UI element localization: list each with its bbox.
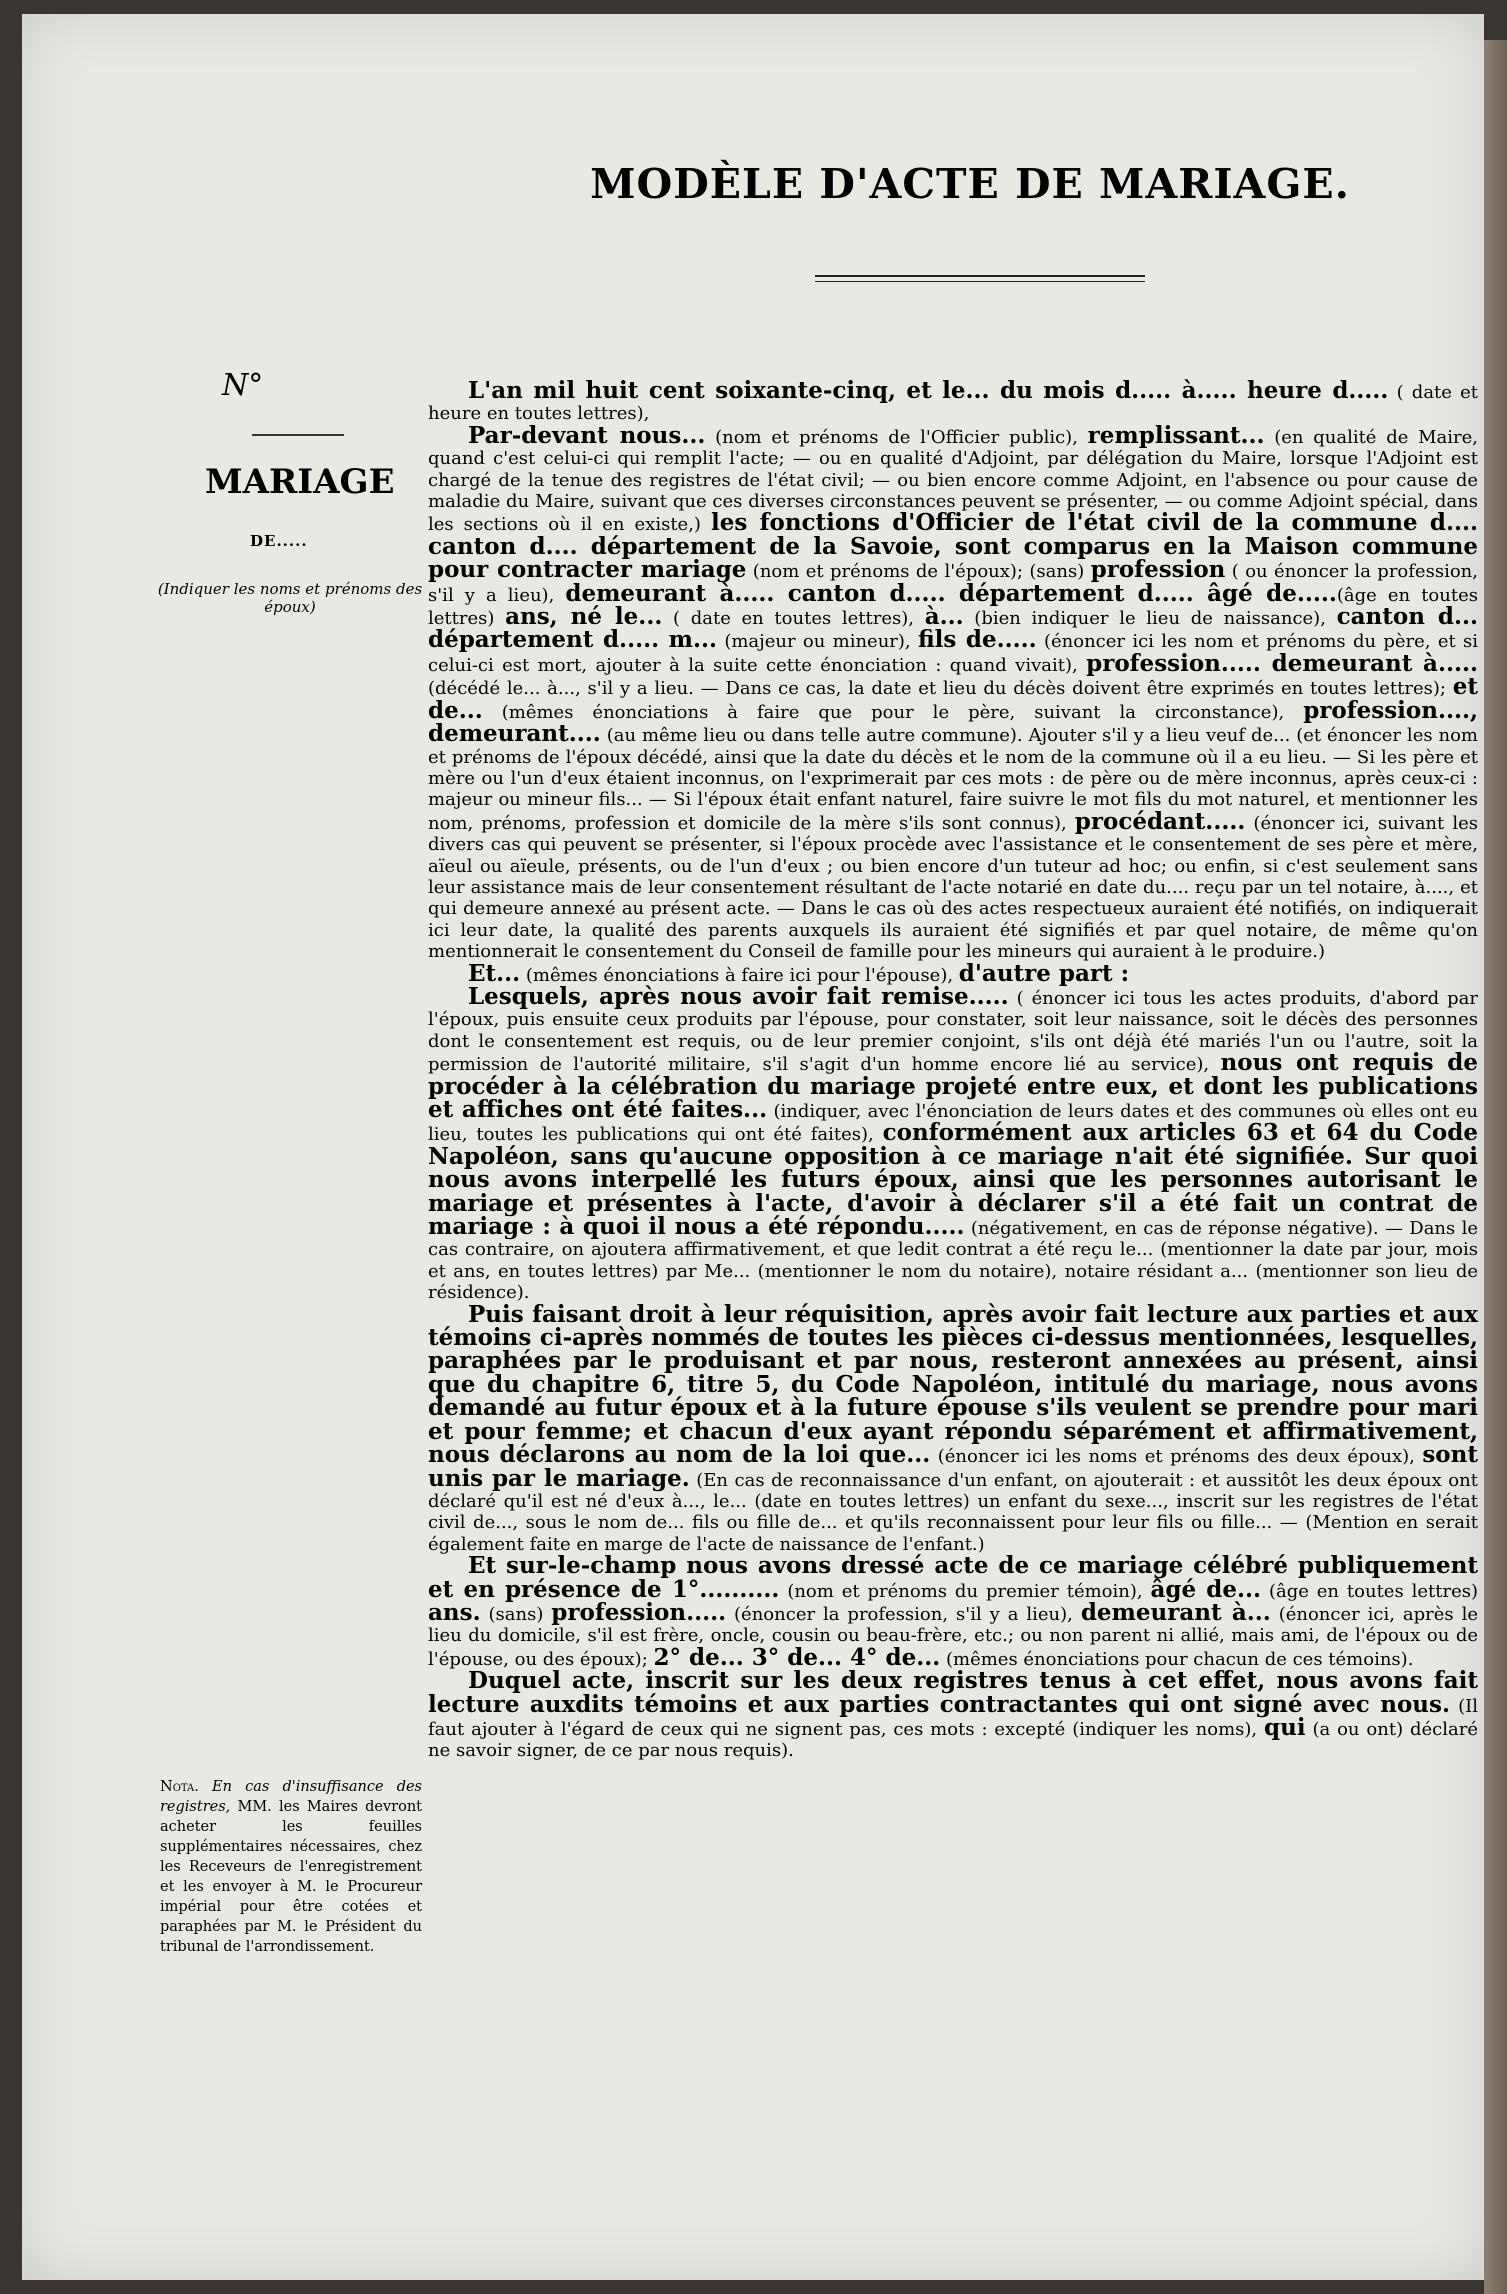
p2-text-4: ( ou énoncer la profession, s'il y a lieu), xyxy=(428,561,1478,606)
p7-text-2: (a ou ont) déclaré ne savoir signer, de ce par nous requis). xyxy=(428,1718,1478,1762)
p6-text-3: (sans) xyxy=(480,1603,552,1625)
p7-bold-2: qui xyxy=(1264,1713,1306,1741)
p2-bold-6: ans, né le... xyxy=(505,603,663,631)
p2-bold-3: les fonctions d'Officier de l'état civil de la commune d.... canton d.... département de la Savoie, sont comparus en la Maison commune pour contracter mariage xyxy=(428,509,1478,584)
p5-text-2: (En cas de reconnaissance d'un enfant, on ajouterait : et aussitôt les deux époux ont déclaré qu'il est né d'eux à..., le... (date en toutes lettres) un enfant du sexe..., inscrit sur les registres de l'état civil de..., sous le nom de... fils ou fille de... et qu'ils reconnaissent pour leur fils ou fille... — (Mention en serait également faite en marge de l'acte de naissance de l'enfant.) xyxy=(428,1469,1478,1555)
p6-text-4: (énoncer la profession, s'il y a lieu), xyxy=(726,1603,1081,1625)
p6-text-1: (nom et prénoms du premier témoin), xyxy=(779,1580,1151,1602)
p3-bold-2: d'autre part : xyxy=(958,959,1130,987)
p2-text-11: (mêmes énonciations à faire que pour le père, suivant la circonstance), xyxy=(482,701,1304,723)
book-edge xyxy=(1484,40,1507,2294)
p2-bold-11: et de... xyxy=(428,673,1478,724)
page-title: MODÈLE D'ACTE DE MARIAGE. xyxy=(590,160,1350,208)
margin-heading: MARIAGE xyxy=(205,462,395,502)
p4-text-3: (négativement, en cas de réponse négative). — Dans le cas contraire, on ajoutera affirmativement, et que ledit contrat a été reçu le... (mentionner la date par jour, mois et ans, en toutes lettres) par Me... (mentionner le nom du notaire), notaire résidant a... (mentionner son lieu de résidence). xyxy=(428,1218,1478,1304)
nota-text: MM. les Maires devront acheter les feuilles supplémentaires nécessaires, chez les Receveurs de l'enregistrement et les envoyer à M. le Procureur impérial pour être cotées et paraphées par M. le Président du tribunal de l'arrondissement. xyxy=(160,1799,422,1955)
p2-text-9: (énoncer ici les nom et prénoms du père, et si celui-ci est mort, ajouter à la suite cette énonciation : quand vivait), xyxy=(428,631,1478,676)
nota-label: Nota. xyxy=(160,1779,199,1795)
p3-bold-1: Et... xyxy=(468,959,521,987)
p4-text-1: ( énoncer ici tous les actes produits, d'abord par l'époux, puis ensuite ceux produits par l'épouse, pour constater, soit leur naissance, soit le décès des personnes dont le consentement est requis, ou de leur premier conjoint, s'ils ont déjà été mariés l'un ou l'autre, soit la permission de l'autorité militaire, s'il s'agit d'un homme encore lié au service), xyxy=(428,987,1478,1076)
paragraph-6 xyxy=(428,1552,1478,1671)
p2-bold-12: profession...., demeurant.... xyxy=(428,696,1478,748)
margin-number-label: N° xyxy=(222,368,264,403)
p6-bold-4: profession..... xyxy=(551,1598,727,1626)
p6-text-5: (énoncer ici, après le lieu du domicile, s'il est frère, oncle, cousin ou beau-frère, etc.; ou non parent ni allié, mais ami, de l'époux ou de l'épouse, ou des époux); xyxy=(428,1603,1478,1670)
p4-bold-1: Lesquels, après nous avoir fait remise..... xyxy=(468,982,1009,1010)
paragraph-5 xyxy=(428,1300,1478,1555)
p6-bold-3: ans. xyxy=(428,1598,481,1626)
p5-text-1: (énoncer ici les noms et prénoms des deux époux), xyxy=(930,1446,1423,1468)
p2-text-1: (nom et prénoms de l'Officier public), xyxy=(705,426,1088,448)
paragraph-4 xyxy=(428,982,1478,1304)
paragraph-1 xyxy=(428,377,1478,425)
p2-text-12: (au même lieu ou dans telle autre commune). Ajouter s'il y a lieu veuf de... (et énoncer les nom et prénoms de l'époux décédé, ainsi que la date du décès et le nom de la commune où il a eu lieu. — Si les père et mère ou l'un d'eux étaient inconnus, on l'exprimerait par ces mots : de père ou de mère inconnus, après ceux-ci : majeur ou mineur fils... — Si l'époux était enfant naturel, faire suivre le mot fils du mot naturel, et mentionner les nom, prénoms, profession et domicile de la mère s'ils sont connus), xyxy=(428,725,1478,834)
p5-bold-1: Puis faisant droit à leur réquisition, après avoir fait lecture aux parties et aux témoins ci-après nommés de toutes les pièces ci-dessus mentionnées, lesquelles, paraphées par le produisant et par nous, resteront annexées au présent, ainsi que du chapitre 6, titre 5, du Code Napoléon, intitulé du mariage, nous avons demandé au futur époux et à la future épouse s'ils veulent se prendre pour mari et pour femme; et chacun d'eux ayant répondu séparément et affirmativement, nous déclarons au nom de la loi que... xyxy=(428,1300,1478,1469)
p2-text-8: (majeur ou mineur), xyxy=(717,631,918,653)
p5-bold-2: sont unis par le mariage. xyxy=(428,1441,1478,1492)
p2-bold-8: canton d... département d..... m... xyxy=(428,603,1478,654)
p2-bold-9: fils de..... xyxy=(917,626,1037,654)
act-body xyxy=(428,377,1479,1762)
p6-text-6: (mêmes énonciations pour chacun de ces témoins). xyxy=(940,1648,1414,1670)
p4-bold-2: nous ont requis de procéder à la célébration du mariage projeté entre eux, et dont les publications et affiches ont été faites... xyxy=(428,1049,1478,1123)
p2-text-6: ( date en toutes lettres), xyxy=(662,608,925,630)
p4-bold-3: conformément aux articles 63 et 64 du Code Napoléon, sans qu'aucune opposition à ce mariage n'ait été signifiée. Sur quoi nous avons interpellé les futurs époux, ainsi que les personnes autorisant le mariage et présentes à l'acte, d'avoir à déclarer s'il a été fait un contrat de mariage : à quoi il nous a été répondu..... xyxy=(428,1119,1478,1241)
p6-bold-1: Et sur-le-champ nous avons dressé acte de ce mariage célébré publiquement et en présence de 1°.......... xyxy=(428,1552,1478,1603)
p4-text-2: (indiquer, avec l'énonciation de leurs dates et des communes où elles ont eu lieu, toutes les publications qui ont été faites), xyxy=(428,1101,1478,1146)
margin-instruction: (Indiquer les noms et prénoms des époux) xyxy=(157,580,423,616)
p1-text: ( date et heure en toutes lettres), xyxy=(428,382,1478,425)
p2-text-10: (décédé le... à..., s'il y a lieu. — Dans ce cas, la date et lieu du décès doivent être exprimés en toutes lettres); xyxy=(428,678,1453,700)
p6-bold-5: demeurant à... xyxy=(1080,1598,1271,1626)
p3-text-1: (mêmes énonciations à faire ici pour l'épouse), xyxy=(520,964,959,986)
p2-text-2: (en qualité de Maire, quand c'est celui-ci qui remplit l'acte; — ou en qualité d'Adjoint, par délégation du Maire, lorsque l'Adjoint est chargé de la tenue des registres de l'état civil; — ou bien encore comme Adjoint, en l'absence ou pour cause de maladie du Maire, suivant que ces diverses circonstances peuvent se présenter, — ou comme Adjoint spécial, dans les sections où il en existe,) xyxy=(428,426,1478,536)
p2-text-5: (âge en toutes lettres) xyxy=(428,584,1478,630)
paragraph-2 xyxy=(428,421,1479,963)
p2-bold-5: demeurant à..... canton d..... département d..... âgé de..... xyxy=(565,579,1337,607)
margin-rule xyxy=(252,434,344,436)
p7-bold-1: Duquel acte, inscrit sur les deux registres tenus à cet effet, nous avons fait lecture auxdits témoins et aux parties contractantes qui ont signé avec nous. xyxy=(428,1667,1478,1718)
p2-text-3: (nom et prénoms de l'époux); (sans) xyxy=(746,561,1091,583)
p2-bold-1: Par-devant nous... xyxy=(468,421,706,449)
p2-bold-4: profession xyxy=(1090,556,1226,584)
p2-bold-13: procédant..... xyxy=(1074,807,1246,835)
p1-bold: L'an mil huit cent soixante-cinq, et le... du mois d..... à..... heure d..... xyxy=(468,377,1389,404)
nota-italic: En cas d'insuffisance des registres, xyxy=(160,1779,423,1815)
p2-bold-7: à... xyxy=(924,603,964,631)
p2-text-13: (énoncer ici, suivant les divers cas qui peuvent se présenter, si l'époux procède avec l'assistance et le consentement de ses père et mère, aïeul ou aïeule, présents, ou de l'un d'eux ; ou bien encore d'un tuteur ad hoc; ou enfin, si c'est seulement sans leur assistance mais de leur consentement résultant de l'acte notarié en date du.... reçu par un tel notaire, à...., et qui demeure annexé au présent acte. — Dans le cas où des actes respectueux auraient été notifiés, on indiquerait ici leur date, la qualité des parents auxquels ils auraient été signifiés et par quel notaire, de même qu'on mentionnerait le consentement du Conseil de famille pour les mineurs qui auraient à le produire.) xyxy=(428,812,1478,963)
margin-de: DE..... xyxy=(250,532,308,550)
p6-text-2: (âge en toutes lettres) xyxy=(1261,1580,1478,1602)
p2-text-7: (bien indiquer le lieu de naissance), xyxy=(963,608,1337,630)
p7-text-1: (Il faut ajouter à l'égard de ceux qui ne signent pas, ces mots : excepté (indiquer les noms), xyxy=(428,1695,1478,1740)
p2-bold-2: remplissant... xyxy=(1087,421,1265,449)
p6-bold-6: 2° de... 3° de... 4° de... xyxy=(653,1643,941,1671)
paragraph-7 xyxy=(428,1667,1478,1762)
p2-bold-10: profession..... demeurant à..... xyxy=(1086,649,1479,677)
title-rule xyxy=(815,275,1145,282)
margin-nota xyxy=(160,1777,422,1957)
p6-bold-2: âgé de... xyxy=(1150,1575,1262,1603)
